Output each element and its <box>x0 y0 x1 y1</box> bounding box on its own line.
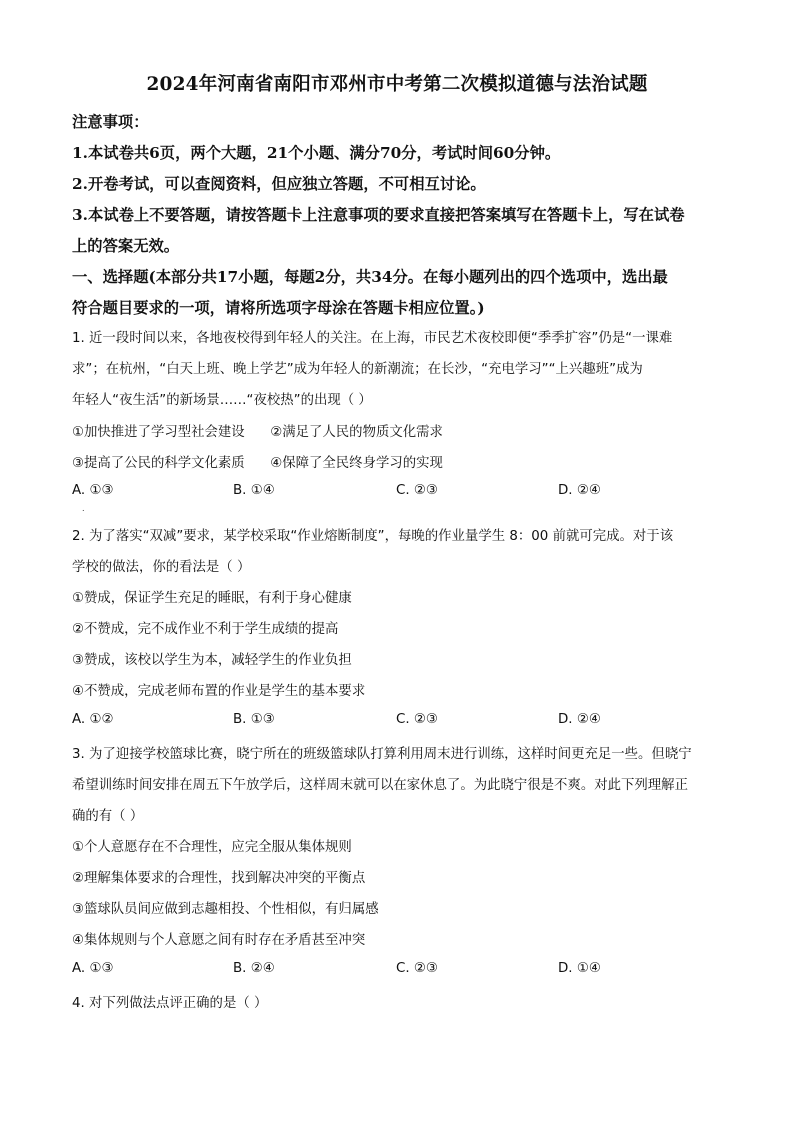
section-heading: 一、选择题(本部分共17小题，每题2分，共34分。在每小题列出的四个选项中，选出最 <box>72 268 668 286</box>
answer-options <box>72 483 732 503</box>
option-c[interactable]: C. ②③ <box>396 483 438 498</box>
notice-item: 1.本试卷共6页，两个大题，21个小题、满分70分，考试时间60分钟。 <box>72 144 561 162</box>
question-statement: ③赞成，该校以学生为本，减轻学生的作业负担 <box>72 653 352 668</box>
question-stem: 求”；在杭州，“白天上班、晚上学艺”成为年轻人的新潮流；在长沙，“充电学习”“上兴趣班”成为 <box>72 362 643 377</box>
answer-options <box>72 712 732 732</box>
question-stem: 3. 为了迎接学校篮球比赛，晓宁所在的班级篮球队打算利用周末进行训练，这样时间更充足一些。但晓宁 <box>72 747 692 762</box>
notice-heading: 注意事项： <box>72 113 149 131</box>
question-stem: 希望训练时间安排在周五下午放学后，这样周末就可以在家休息了。为此晓宁很是不爽。对此下列理解正 <box>72 778 688 793</box>
question-stem: 4. 对下列做法点评正确的是（ ） <box>72 996 268 1011</box>
question-stem: 2. 为了落实“双减”要求，某学校采取“作业熔断制度”，每晚的作业量学生 8：00 前就可完成。对于该 <box>72 529 674 544</box>
option-d[interactable]: D. ①④ <box>558 961 601 976</box>
option-c[interactable]: C. ②③ <box>396 961 438 976</box>
question-statement: ④集体规则与个人意愿之间有时存在矛盾甚至冲突 <box>72 933 366 948</box>
question-stem: 1. 近一段时间以来，各地夜校得到年轻人的关注。在上海，市民艺术夜校即便“季季扩容”仍是“一课难 <box>72 331 673 346</box>
option-d[interactable]: D. ②④ <box>558 712 601 727</box>
question-statement: ③提高了公民的科学文化素质 ④保障了全民终身学习的实现 <box>72 456 443 471</box>
question-statement: ②理解集体要求的合理性，找到解决冲突的平衡点 <box>72 871 366 886</box>
question-statement: ②不赞成，完不成作业不利于学生成绩的提高 <box>72 622 339 637</box>
question-statement: ①加快推进了学习型社会建设 ②满足了人民的物质文化需求 <box>72 425 443 440</box>
option-d[interactable]: D. ②④ <box>558 483 601 498</box>
notice-item: 3.本试卷上不要答题，请按答题卡上注意事项的要求直接把答案填写在答题卡上，写在试卷 <box>72 206 685 224</box>
option-c[interactable]: C. ②③ <box>396 712 438 727</box>
notice-item: 上的答案无效。 <box>72 237 180 255</box>
option-a[interactable]: A. ①③ <box>72 483 114 498</box>
question-statement: ③篮球队员间应做到志趣相投、个性相似，有归属感 <box>72 902 379 917</box>
option-b[interactable]: B. ①④ <box>233 483 275 498</box>
question-statement: ④不赞成，完成老师布置的作业是学生的基本要求 <box>72 684 366 699</box>
section-heading: 符合题目要求的一项，请将所选项字母涂在答题卡相应位置。) <box>72 299 485 317</box>
option-b[interactable]: B. ②④ <box>233 961 275 976</box>
option-a[interactable]: A. ①② <box>72 712 114 727</box>
question-statement: ①赞成，保证学生充足的睡眠，有利于身心健康 <box>72 591 352 606</box>
option-b[interactable]: B. ①③ <box>233 712 275 727</box>
notice-item: 2.开卷考试，可以查阅资料，但应独立答题，不可相互讨论。 <box>72 175 486 193</box>
question-stem: 年轻人“夜生活”的新场景……“夜校热”的出现（ ） <box>72 393 372 408</box>
page-title: 2024年河南省南阳市邓州市中考第二次模拟道德与法治试题 <box>146 74 648 95</box>
question-statement: ①个人意愿存在不合理性，应完全服从集体规则 <box>72 840 352 855</box>
answer-options <box>72 961 732 981</box>
option-a[interactable]: A. ①③ <box>72 961 114 976</box>
question-stem: 学校的做法，你的看法是（ ） <box>72 560 251 575</box>
question-stem: 确的有（ ） <box>72 809 144 824</box>
stray-dot: . <box>82 504 85 513</box>
